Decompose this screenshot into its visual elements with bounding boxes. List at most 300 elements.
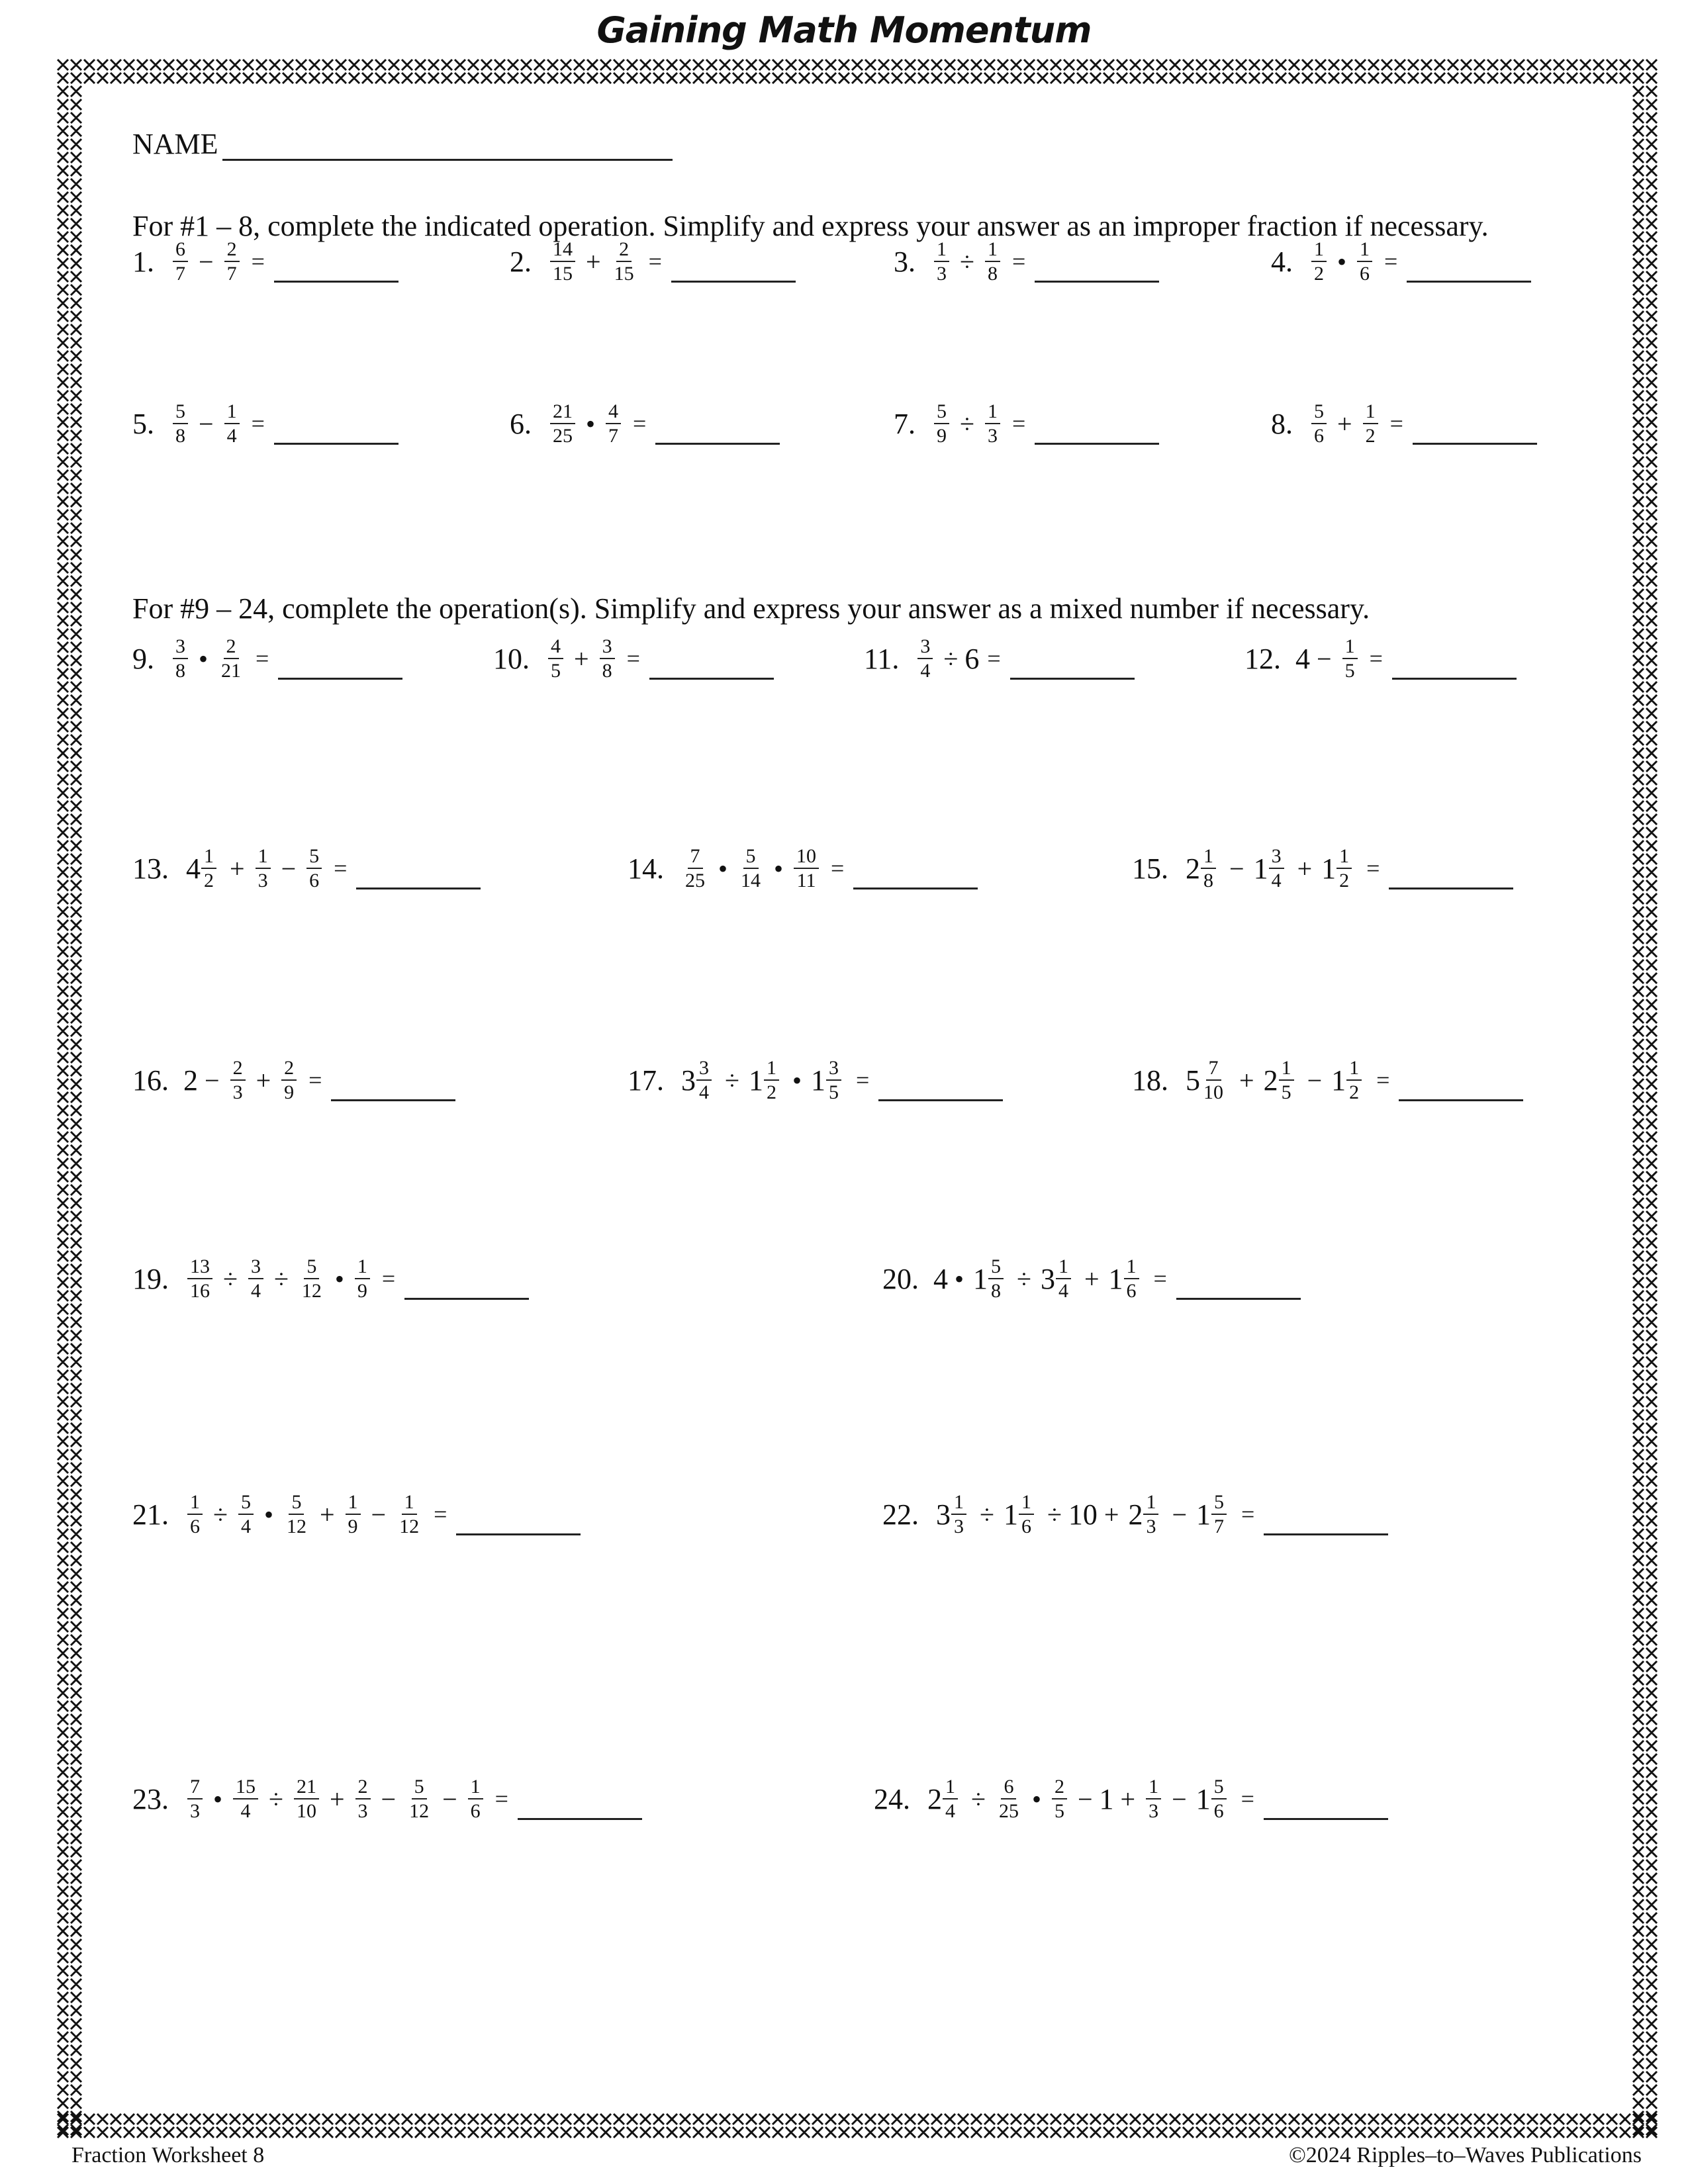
denominator: 9 xyxy=(348,1516,358,1537)
problem-number: 18. xyxy=(1132,1064,1168,1097)
equals-sign: = xyxy=(626,645,640,672)
whole-part: 1 xyxy=(1253,852,1268,885)
fraction xyxy=(1201,1058,1226,1103)
numerator: 1 xyxy=(1056,1256,1071,1280)
problem-number: 10. xyxy=(493,642,530,675)
numerator: 2 xyxy=(224,239,240,263)
operator: ÷ xyxy=(960,408,974,439)
fraction xyxy=(934,401,949,447)
denominator: 10 xyxy=(296,1800,316,1822)
expression xyxy=(183,1256,374,1302)
numerator: 1 xyxy=(1311,239,1327,263)
numerator: 1 xyxy=(1342,636,1358,660)
fraction xyxy=(988,1256,1004,1302)
fraction xyxy=(238,1492,254,1537)
operator: − xyxy=(1229,853,1244,884)
mixed-number xyxy=(1264,1058,1298,1103)
mixed-number xyxy=(927,1776,962,1822)
answer-blank[interactable] xyxy=(1264,1792,1388,1820)
mixed-number xyxy=(1128,1492,1162,1537)
problem-14 xyxy=(628,832,978,905)
instructions-9-24: For #9 – 24, complete the operation(s). Simplify and express your answer as a mixed number if necessary. xyxy=(132,592,1370,625)
fraction xyxy=(1124,1256,1139,1302)
mixed-number xyxy=(1254,846,1288,891)
operator: ÷ xyxy=(980,1499,994,1529)
fraction xyxy=(224,401,240,447)
denominator: 5 xyxy=(828,1081,839,1103)
numerator: 1 xyxy=(346,1492,361,1516)
expression xyxy=(1307,401,1382,447)
expression xyxy=(183,1776,487,1822)
operator: + xyxy=(256,1065,271,1095)
expression xyxy=(1183,846,1358,891)
problem-number: 1. xyxy=(132,245,154,278)
equals-sign: = xyxy=(434,1501,447,1527)
numerator: 1 xyxy=(934,239,949,263)
denominator: 3 xyxy=(954,1516,964,1537)
expression xyxy=(544,636,619,682)
footer-copyright: ©2024 Ripples–to–Waves Publications xyxy=(1288,2143,1642,2167)
whole-part: 2 xyxy=(1186,852,1200,885)
numerator: 1 xyxy=(1201,846,1216,870)
fraction xyxy=(696,1058,712,1103)
denominator: 12 xyxy=(286,1516,306,1537)
denominator: 12 xyxy=(301,1280,322,1302)
denominator: 4 xyxy=(945,1800,955,1822)
fraction xyxy=(1211,1776,1227,1822)
expression xyxy=(1183,1058,1368,1103)
answer-blank[interactable] xyxy=(649,651,774,680)
denominator: 25 xyxy=(998,1800,1019,1822)
problem-number: 21. xyxy=(132,1498,169,1531)
answer-blank[interactable] xyxy=(878,1073,1003,1101)
expression xyxy=(933,1492,1233,1537)
fraction xyxy=(294,1776,319,1822)
numerator: 5 xyxy=(1311,401,1327,425)
mixed-number xyxy=(1186,1058,1230,1103)
answer-blank[interactable] xyxy=(655,416,780,445)
mixed-number xyxy=(1331,1058,1366,1103)
answer-blank[interactable] xyxy=(1407,254,1531,283)
problem-number: 11. xyxy=(864,642,900,675)
whole-part: 3 xyxy=(1040,1262,1055,1295)
denominator: 8 xyxy=(602,660,612,682)
numerator: 1 xyxy=(1336,846,1352,870)
operator: • xyxy=(213,1784,223,1814)
denominator: 4 xyxy=(240,1516,251,1537)
operator: + xyxy=(1297,853,1313,884)
numerator: 21 xyxy=(294,1776,319,1800)
numerator: 4 xyxy=(606,401,621,425)
answer-blank[interactable] xyxy=(331,1073,455,1101)
fraction xyxy=(548,636,563,682)
name-field[interactable] xyxy=(222,128,673,161)
numerator: 1 xyxy=(1346,1058,1362,1081)
fraction xyxy=(187,1776,203,1822)
fraction xyxy=(1311,239,1327,285)
denominator: 8 xyxy=(1203,870,1213,891)
whole-part: 1 xyxy=(810,1064,825,1097)
fraction xyxy=(1279,1058,1294,1103)
answer-blank[interactable] xyxy=(518,1792,642,1820)
fraction xyxy=(917,636,933,682)
equals-sign: = xyxy=(831,855,845,882)
denominator: 6 xyxy=(1126,1280,1137,1302)
fraction xyxy=(256,846,271,891)
numerator: 3 xyxy=(1269,846,1284,870)
problem-number: 3. xyxy=(894,245,915,278)
equals-sign: = xyxy=(1376,1067,1390,1093)
problem-10 xyxy=(493,622,774,695)
denominator: 4 xyxy=(240,1800,251,1822)
numerator: 5 xyxy=(988,1256,1004,1280)
numerator: 2 xyxy=(281,1058,297,1081)
expression xyxy=(169,636,248,682)
fraction xyxy=(468,1776,483,1822)
answer-blank[interactable] xyxy=(671,254,796,283)
denominator: 6 xyxy=(470,1800,481,1822)
numerator: 1 xyxy=(355,1256,370,1280)
fraction xyxy=(1019,1492,1034,1537)
operator: − xyxy=(1172,1784,1187,1814)
denominator: 3 xyxy=(190,1800,200,1822)
denominator: 11 xyxy=(796,870,816,891)
fraction xyxy=(682,846,708,891)
fraction xyxy=(550,239,575,285)
equals-sign: = xyxy=(855,1067,870,1093)
fraction xyxy=(173,239,188,285)
operator: + xyxy=(1239,1065,1254,1095)
problem-number: 12. xyxy=(1244,642,1281,675)
expression xyxy=(925,1776,1233,1822)
equals-sign: = xyxy=(633,410,647,437)
equals-sign: = xyxy=(987,645,1001,672)
fraction xyxy=(1146,1776,1161,1822)
operator: − xyxy=(1307,1065,1323,1095)
equals-sign: = xyxy=(494,1786,508,1812)
numerator: 5 xyxy=(934,401,949,425)
denominator: 4 xyxy=(1271,870,1282,891)
fraction xyxy=(355,1776,371,1822)
problem-17 xyxy=(628,1044,1003,1116)
operator: − xyxy=(1077,1784,1093,1814)
fraction xyxy=(230,1058,246,1103)
operator: • xyxy=(792,1065,802,1095)
operator: • xyxy=(334,1263,344,1294)
fraction xyxy=(1143,1492,1158,1537)
worksheet-title: Gaining Math Momentum xyxy=(596,9,1092,51)
numerator: 1 xyxy=(1143,1492,1158,1516)
expression xyxy=(1295,636,1362,682)
problem-number: 19. xyxy=(132,1262,169,1295)
equals-sign: = xyxy=(1241,1501,1255,1527)
denominator: 8 xyxy=(991,1280,1002,1302)
operator: ÷ xyxy=(273,1263,289,1294)
denominator: 5 xyxy=(1281,1081,1291,1103)
numerator: 10 xyxy=(794,846,819,870)
whole-part: 1 xyxy=(1321,852,1336,885)
answer-blank[interactable] xyxy=(853,861,978,889)
numerator: 1 xyxy=(1146,1776,1161,1800)
whole-part: 1 xyxy=(1196,1498,1211,1531)
fraction xyxy=(826,1058,841,1103)
fraction xyxy=(397,1492,422,1537)
fraction xyxy=(738,846,763,891)
answer-blank[interactable] xyxy=(456,1507,581,1535)
problem-number: 7. xyxy=(894,407,915,440)
denominator: 8 xyxy=(987,263,998,285)
numerator: 1 xyxy=(1124,1256,1139,1280)
answer-blank[interactable] xyxy=(1399,1073,1523,1101)
answer-blank[interactable] xyxy=(274,416,399,445)
mixed-number xyxy=(1196,1492,1231,1537)
problem-number: 20. xyxy=(882,1262,919,1295)
expression xyxy=(169,401,244,447)
denominator: 7 xyxy=(1214,1516,1225,1537)
problem-8 xyxy=(1271,387,1537,460)
fraction xyxy=(606,401,621,447)
mixed-number xyxy=(1196,1776,1231,1822)
problem-15 xyxy=(1132,832,1513,905)
mixed-number xyxy=(973,1256,1008,1302)
operator: • xyxy=(263,1499,273,1529)
numerator: 1 xyxy=(187,1492,203,1516)
denominator: 3 xyxy=(357,1800,368,1822)
fraction xyxy=(1201,846,1216,891)
fraction xyxy=(306,846,322,891)
equals-sign: = xyxy=(648,248,662,275)
expression xyxy=(183,1492,426,1537)
denominator: 5 xyxy=(1054,1800,1064,1822)
fraction xyxy=(1342,636,1358,682)
problem-21 xyxy=(132,1478,581,1551)
problem-2 xyxy=(510,225,796,298)
answer-blank[interactable] xyxy=(1035,254,1159,283)
answer-blank[interactable] xyxy=(356,861,481,889)
operator: − xyxy=(1317,643,1332,674)
operator: ÷ xyxy=(269,1784,283,1814)
operator: − xyxy=(1172,1499,1188,1529)
numerator: 2 xyxy=(616,239,632,263)
denominator: 2 xyxy=(1349,1081,1360,1103)
fraction xyxy=(248,1256,263,1302)
denominator: 16 xyxy=(190,1280,210,1302)
mixed-number xyxy=(1109,1256,1143,1302)
denominator: 4 xyxy=(250,1280,261,1302)
expression xyxy=(679,1058,848,1103)
denominator: 25 xyxy=(685,870,705,891)
operator: − xyxy=(205,1065,220,1095)
whole-number: 4 xyxy=(1295,642,1310,675)
fraction xyxy=(943,1776,958,1822)
numerator: 21 xyxy=(550,401,575,425)
fraction xyxy=(218,636,244,682)
whole-number: 1 xyxy=(1099,1782,1114,1815)
problem-22 xyxy=(882,1478,1388,1551)
fraction xyxy=(355,1256,370,1302)
operator: • xyxy=(955,1263,964,1294)
numerator: 6 xyxy=(1001,1776,1016,1800)
problem-number: 17. xyxy=(628,1064,664,1097)
fraction xyxy=(612,239,637,285)
fraction xyxy=(996,1776,1021,1822)
fraction xyxy=(1211,1492,1227,1537)
expression xyxy=(679,846,823,891)
whole-part: 4 xyxy=(186,852,201,885)
mixed-number xyxy=(811,1058,845,1103)
operator: − xyxy=(199,408,214,439)
fraction xyxy=(281,1058,297,1103)
problem-number: 9. xyxy=(132,642,154,675)
numerator: 5 xyxy=(238,1492,254,1516)
denominator: 2 xyxy=(766,1081,776,1103)
whole-part: 1 xyxy=(1196,1782,1211,1815)
problem-number: 14. xyxy=(628,852,664,885)
denominator: 12 xyxy=(409,1800,430,1822)
fraction xyxy=(600,636,615,682)
operator: • xyxy=(718,853,728,884)
operator: + xyxy=(1337,408,1352,439)
denominator: 4 xyxy=(1058,1280,1068,1302)
fraction xyxy=(1311,401,1327,447)
numerator: 1 xyxy=(764,1058,779,1081)
numerator: 1 xyxy=(256,846,271,870)
problem-20 xyxy=(882,1242,1301,1315)
fraction xyxy=(1363,401,1378,447)
fraction xyxy=(284,1492,309,1537)
answer-blank[interactable] xyxy=(404,1271,529,1300)
problem-5 xyxy=(132,387,399,460)
problem-24 xyxy=(874,1762,1388,1835)
denominator: 6 xyxy=(309,870,320,891)
problem-number: 8. xyxy=(1271,407,1293,440)
answer-blank[interactable] xyxy=(1413,416,1537,445)
whole-part: 2 xyxy=(927,1782,942,1815)
fraction xyxy=(1357,239,1372,285)
problem-7 xyxy=(894,387,1159,460)
numerator: 5 xyxy=(1211,1492,1227,1516)
whole-part: 3 xyxy=(936,1498,951,1531)
whole-part: 2 xyxy=(1128,1498,1143,1531)
numerator: 13 xyxy=(187,1256,212,1280)
equals-sign: = xyxy=(308,1067,322,1093)
operator: • xyxy=(199,643,209,674)
mixed-number xyxy=(936,1492,970,1537)
numerator: 5 xyxy=(289,1492,304,1516)
equals-sign: = xyxy=(1011,248,1026,275)
numerator: 1 xyxy=(224,401,240,425)
problem-number: 24. xyxy=(874,1782,910,1815)
mixed-number xyxy=(1321,846,1356,891)
answer-blank[interactable] xyxy=(1264,1507,1388,1535)
denominator: 3 xyxy=(1146,1516,1156,1537)
equals-sign: = xyxy=(381,1265,396,1292)
problem-23 xyxy=(132,1762,642,1835)
answer-blank[interactable] xyxy=(1392,651,1517,680)
instructions-1-8: For #1 – 8, complete the indicated operation. Simplify and express your answer as an improper fraction if necessary. xyxy=(132,210,1489,242)
numerator: 5 xyxy=(306,846,322,870)
problem-11 xyxy=(864,622,1135,695)
fraction xyxy=(173,636,188,682)
denominator: 8 xyxy=(175,660,185,682)
operator: • xyxy=(586,408,596,439)
equals-sign: = xyxy=(1366,855,1380,882)
problem-number: 5. xyxy=(132,407,154,440)
whole-number: 10 xyxy=(1068,1498,1098,1531)
equals-sign: = xyxy=(1011,410,1026,437)
operator: ÷ xyxy=(213,1499,228,1529)
expression xyxy=(546,239,641,285)
mixed-number xyxy=(186,846,220,891)
answer-blank[interactable] xyxy=(278,651,402,680)
footer-worksheet-name: Fraction Worksheet 8 xyxy=(71,2143,265,2167)
answer-blank[interactable] xyxy=(1389,861,1513,889)
operator: ÷ xyxy=(1047,1499,1062,1529)
numerator: 1 xyxy=(985,239,1000,263)
numerator: 3 xyxy=(696,1058,712,1081)
equals-sign: = xyxy=(334,855,348,882)
equals-sign: = xyxy=(251,410,265,437)
mixed-number xyxy=(749,1058,783,1103)
denominator: 4 xyxy=(920,660,931,682)
equals-sign: = xyxy=(1153,1265,1167,1292)
numerator: 1 xyxy=(468,1776,483,1800)
fraction xyxy=(406,1776,432,1822)
expression xyxy=(183,846,326,891)
denominator: 8 xyxy=(175,425,185,447)
mixed-number xyxy=(1041,1256,1075,1302)
numerator: 5 xyxy=(743,846,759,870)
denominator: 9 xyxy=(357,1280,367,1302)
numerator: 3 xyxy=(600,636,615,660)
operator: + xyxy=(329,1784,345,1814)
denominator: 4 xyxy=(699,1081,709,1103)
fraction xyxy=(550,401,575,447)
problem-number: 16. xyxy=(132,1064,169,1097)
whole-number: 4 xyxy=(933,1262,948,1295)
denominator: 2 xyxy=(1314,263,1324,285)
expression xyxy=(930,401,1004,447)
problem-13 xyxy=(132,832,481,905)
fraction xyxy=(764,1058,779,1103)
answer-blank[interactable] xyxy=(1176,1271,1301,1300)
answer-blank[interactable] xyxy=(1010,651,1135,680)
fraction xyxy=(224,239,240,285)
denominator: 5 xyxy=(551,660,561,682)
problem-number: 4. xyxy=(1271,245,1293,278)
numerator: 3 xyxy=(173,636,188,660)
operator: + xyxy=(1120,1784,1136,1814)
whole-part: 1 xyxy=(1003,1498,1018,1531)
numerator: 7 xyxy=(187,1776,203,1800)
denominator: 3 xyxy=(232,1081,243,1103)
numerator: 1 xyxy=(1279,1058,1294,1081)
fraction xyxy=(985,401,1000,447)
whole-part: 1 xyxy=(748,1064,763,1097)
denominator: 9 xyxy=(284,1081,295,1103)
numerator: 7 xyxy=(688,846,703,870)
numerator: 4 xyxy=(548,636,563,660)
fraction xyxy=(173,401,188,447)
answer-blank[interactable] xyxy=(1035,416,1159,445)
fraction xyxy=(233,1776,258,1822)
problem-16 xyxy=(132,1044,455,1116)
problem-number: 22. xyxy=(882,1498,919,1531)
operator: + xyxy=(1084,1263,1100,1294)
problem-18 xyxy=(1132,1044,1523,1116)
answer-blank[interactable] xyxy=(274,254,399,283)
name-label: NAME xyxy=(132,128,218,160)
